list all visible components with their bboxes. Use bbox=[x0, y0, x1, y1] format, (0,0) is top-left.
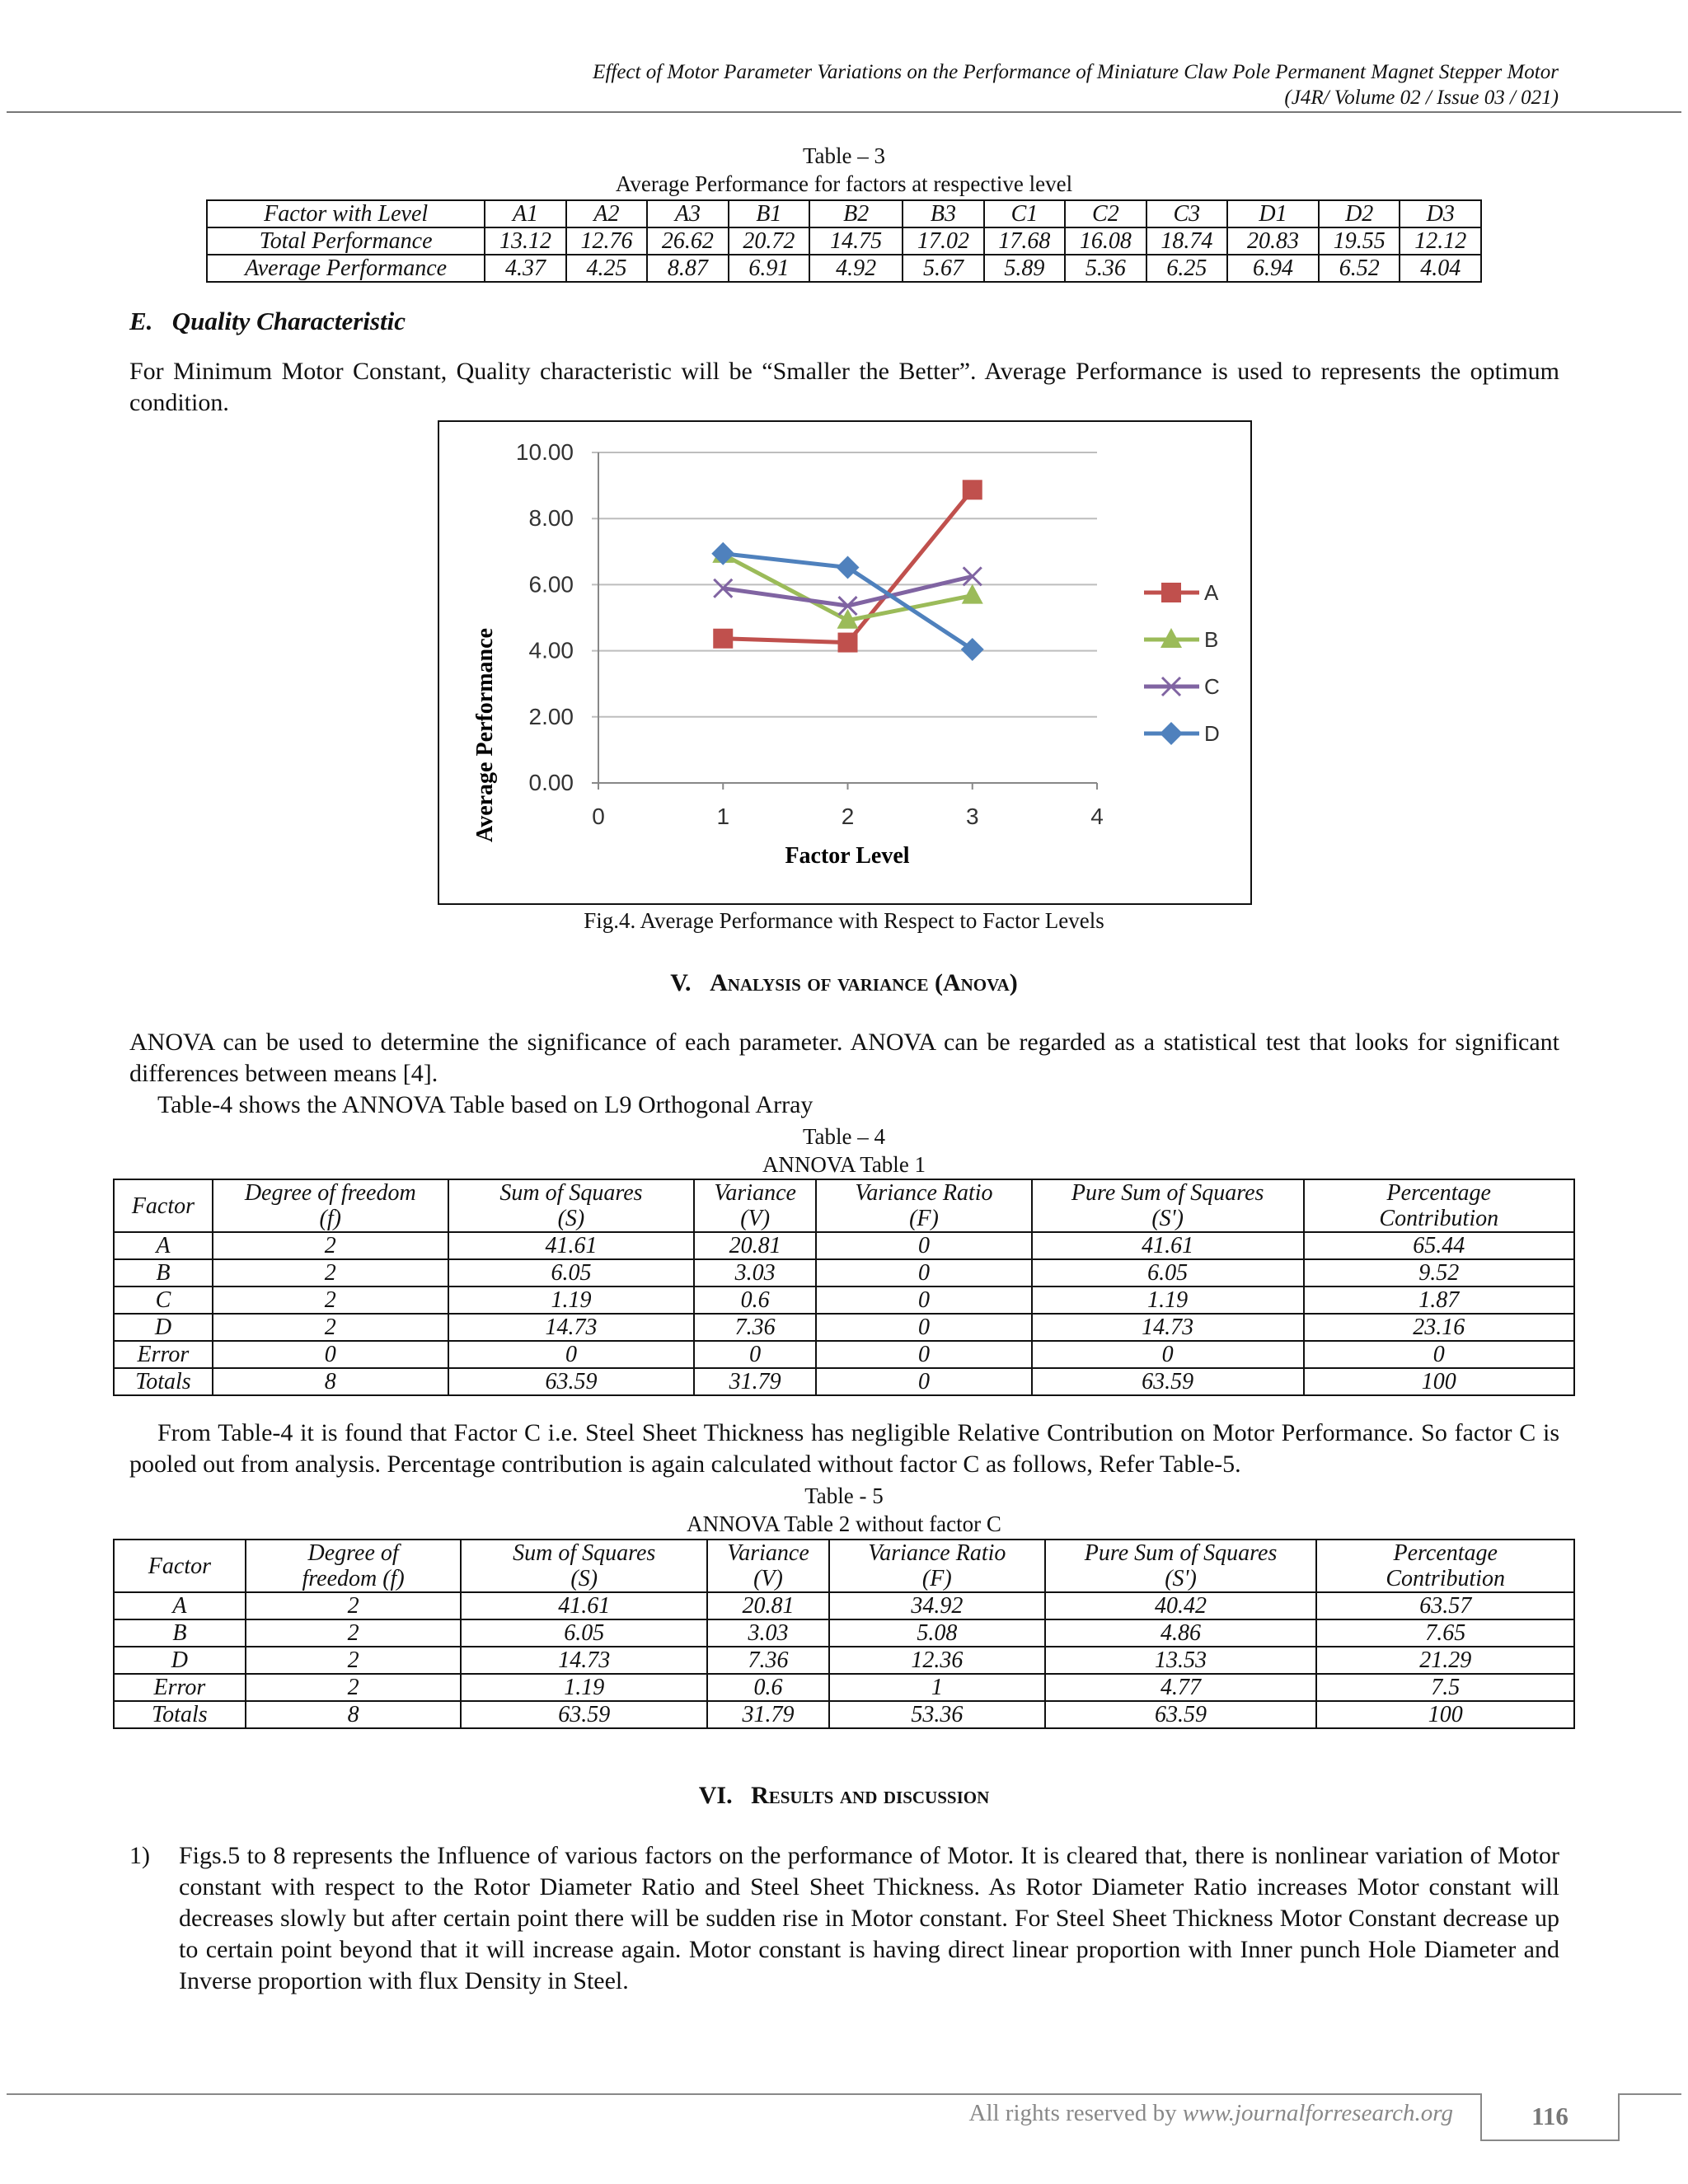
table-cell: D bbox=[114, 1647, 246, 1674]
table-cell: 17.68 bbox=[984, 227, 1065, 255]
table-cell: 41.61 bbox=[448, 1232, 695, 1259]
table-header-cell bbox=[829, 1540, 1045, 1592]
table-cell: 6.05 bbox=[1032, 1259, 1304, 1286]
table-cell: 17.02 bbox=[903, 227, 983, 255]
table-row bbox=[114, 1647, 1574, 1674]
x-axis-label: Factor Level bbox=[785, 843, 910, 869]
table-cell: D bbox=[114, 1314, 213, 1341]
header-line: (S) bbox=[557, 1206, 585, 1231]
legend-label: A bbox=[1204, 580, 1219, 605]
table-cell: A3 bbox=[647, 200, 728, 227]
table-row bbox=[207, 200, 1481, 227]
table-cell: 4.92 bbox=[809, 255, 903, 282]
table-header-cell bbox=[707, 1540, 829, 1592]
table-cell: B bbox=[114, 1259, 213, 1286]
x-tick-label: 0 bbox=[592, 804, 605, 829]
table-header-cell bbox=[461, 1540, 707, 1592]
header-line: (F) bbox=[921, 1566, 952, 1591]
table-cell: 63.57 bbox=[1316, 1592, 1574, 1619]
header-line: Degree of freedom bbox=[244, 1180, 416, 1206]
table-cell: 4.37 bbox=[485, 255, 565, 282]
table-cell: Error bbox=[114, 1341, 213, 1368]
header-line: Percentage bbox=[1386, 1180, 1491, 1206]
header-line: freedom (f) bbox=[302, 1566, 405, 1591]
running-header bbox=[593, 59, 1559, 110]
table-header-cell bbox=[114, 1179, 213, 1232]
header-line: Factor bbox=[148, 1553, 211, 1579]
x-tick-label: 3 bbox=[965, 804, 979, 829]
table-cell: 20.72 bbox=[729, 227, 809, 255]
table-cell: 12.12 bbox=[1400, 227, 1481, 255]
table-cell: 0 bbox=[816, 1368, 1032, 1395]
table-cell: 0 bbox=[1304, 1341, 1574, 1368]
table-cell: 5.36 bbox=[1065, 255, 1146, 282]
table-cell: D2 bbox=[1319, 200, 1400, 227]
table-cell: 63.59 bbox=[1045, 1701, 1317, 1728]
legend-entry bbox=[1144, 580, 1219, 605]
data-point bbox=[962, 584, 983, 604]
legend-entry bbox=[1144, 674, 1220, 699]
table-cell: 6.91 bbox=[729, 255, 809, 282]
table4 bbox=[113, 1179, 1575, 1396]
header-line: (S') bbox=[1165, 1566, 1197, 1591]
table-cell: 0 bbox=[816, 1259, 1032, 1286]
section-v-number: V. bbox=[670, 969, 692, 996]
table-header-row bbox=[114, 1540, 1574, 1592]
table-cell: 23.16 bbox=[1304, 1314, 1574, 1341]
table-cell: C1 bbox=[984, 200, 1065, 227]
table-cell: A bbox=[114, 1232, 213, 1259]
table3 bbox=[206, 199, 1482, 283]
table-cell: 18.74 bbox=[1146, 227, 1227, 255]
table-cell: 8 bbox=[246, 1701, 462, 1728]
table-cell: 6.05 bbox=[448, 1259, 695, 1286]
table-cell: 2 bbox=[213, 1259, 448, 1286]
section-v-heading bbox=[0, 969, 1688, 997]
header-line: Sum of Squares bbox=[513, 1540, 656, 1566]
table-cell: A2 bbox=[566, 200, 647, 227]
table-header-row bbox=[114, 1179, 1574, 1232]
paragraph-after-table4 bbox=[129, 1418, 1559, 1480]
table-cell: A bbox=[114, 1592, 246, 1619]
table-cell: 13.12 bbox=[485, 227, 565, 255]
table-cell: 0 bbox=[448, 1341, 695, 1368]
table-header-cell bbox=[816, 1179, 1032, 1232]
table-cell: 14.73 bbox=[448, 1314, 695, 1341]
legend-entry bbox=[1144, 721, 1220, 746]
table5-caption-number: Table - 5 bbox=[804, 1483, 884, 1508]
section-e-label: E. bbox=[129, 307, 153, 335]
table-cell: 63.59 bbox=[448, 1368, 695, 1395]
legend-entry bbox=[1144, 627, 1218, 652]
table-cell: 1.19 bbox=[448, 1286, 695, 1314]
footer-divider bbox=[7, 2093, 1480, 2095]
table-cell: 7.65 bbox=[1316, 1619, 1574, 1647]
table-cell: 0 bbox=[1032, 1341, 1304, 1368]
section-e-heading bbox=[129, 307, 406, 336]
table-cell: 1.19 bbox=[461, 1674, 707, 1701]
table-cell: 7.5 bbox=[1316, 1674, 1574, 1701]
header-line: Sum of Squares bbox=[499, 1180, 643, 1206]
table-cell: D1 bbox=[1227, 200, 1319, 227]
table-cell: 2 bbox=[246, 1592, 462, 1619]
table-cell: 2 bbox=[246, 1674, 462, 1701]
paragraph-after-table4-text: From Table-4 it is found that Factor C i.e. Steel Sheet Thickness has negligible Relative Contribution on Motor Performance. So factor C is pooled out from analysis. Percentage contribution is again calculated without factor C as follows, Refer Table-5. bbox=[129, 1419, 1559, 1478]
data-point bbox=[961, 638, 984, 661]
table-row bbox=[207, 227, 1481, 255]
table-cell: 5.67 bbox=[903, 255, 983, 282]
section-e-title: Quality Characteristic bbox=[171, 307, 406, 335]
page-number: 116 bbox=[1480, 2093, 1620, 2141]
table-cell: Totals bbox=[114, 1368, 213, 1395]
table4-caption-title: ANNOVA Table 1 bbox=[762, 1152, 926, 1177]
x-tick-label: 2 bbox=[841, 804, 855, 829]
table-cell: 4.25 bbox=[566, 255, 647, 282]
data-point bbox=[837, 556, 860, 579]
table-cell: 0 bbox=[816, 1314, 1032, 1341]
section-e-paragraph: For Minimum Motor Constant, Quality characteristic will be “Smaller the Better”. Average Performance is used to represents the optimum condition. bbox=[129, 358, 1559, 416]
table-header-cell bbox=[1045, 1540, 1317, 1592]
figure-4-chart bbox=[438, 420, 1252, 905]
table-cell: 12.76 bbox=[566, 227, 647, 255]
table5-caption-title: ANNOVA Table 2 without factor C bbox=[687, 1511, 1001, 1536]
table-cell: B2 bbox=[809, 200, 903, 227]
table-header-cell bbox=[1304, 1179, 1574, 1232]
table-cell: 6.94 bbox=[1227, 255, 1319, 282]
table-cell: 6.05 bbox=[461, 1619, 707, 1647]
table5 bbox=[113, 1539, 1575, 1729]
table-cell: 0 bbox=[816, 1341, 1032, 1368]
table-cell: Total Performance bbox=[207, 227, 485, 255]
y-axis-label: Average Performance bbox=[472, 628, 498, 842]
data-point bbox=[713, 629, 733, 649]
x-tick-label: 1 bbox=[716, 804, 730, 829]
table-cell: 8.87 bbox=[647, 255, 728, 282]
list-item-text: Figs.5 to 8 represents the Influence of various factors on the performance of Motor. It is cleared that, there is nonlinear variation of Motor constant with respect to the Rotor Diameter Ratio and Steel Sheet Thickness. As Rotor Diameter Ratio increases Motor constant will decreases slowly but after certain point there will be sudden rise in Motor constant. For Steel Sheet Thickness Motor Constant decrease up to certain point beyond that it will increase again. Motor constant is having direct linear proportion with Inner punch Hole Diameter and Inverse proportion with flux Density in Steel. bbox=[179, 1842, 1559, 1994]
table-row bbox=[114, 1259, 1574, 1286]
header-line: Percentage bbox=[1393, 1540, 1498, 1566]
table-cell: 3.03 bbox=[707, 1619, 829, 1647]
table-cell: A1 bbox=[485, 200, 565, 227]
footer-rights-text: All rights reserved by bbox=[968, 2100, 1177, 2126]
y-tick-label: 8.00 bbox=[528, 505, 574, 532]
data-point bbox=[838, 633, 858, 653]
header-line: (F) bbox=[909, 1206, 939, 1231]
table-cell: 14.73 bbox=[461, 1647, 707, 1674]
table-row bbox=[114, 1592, 1574, 1619]
x-tick-label: 4 bbox=[1090, 804, 1104, 829]
table3-caption-title: Average Performance for factors at respective level bbox=[615, 171, 1073, 196]
table-cell: 100 bbox=[1316, 1701, 1574, 1728]
table-cell: 31.79 bbox=[694, 1368, 816, 1395]
table-row bbox=[114, 1341, 1574, 1368]
list-item bbox=[129, 1840, 1559, 1997]
chart-svg bbox=[439, 422, 1250, 903]
section-v-paragraph: ANOVA can be used to determine the significance of each parameter. ANOVA can be regarded as a statistical test that looks for significant differences between means [4]. bbox=[129, 1029, 1559, 1087]
table-row bbox=[114, 1701, 1574, 1728]
header-line: Contribution bbox=[1386, 1566, 1506, 1591]
table-cell: 100 bbox=[1304, 1368, 1574, 1395]
table-cell: 12.36 bbox=[829, 1647, 1045, 1674]
table-cell: 19.55 bbox=[1319, 227, 1400, 255]
table-row bbox=[114, 1286, 1574, 1314]
table-cell: 0.6 bbox=[694, 1286, 816, 1314]
table-row bbox=[207, 255, 1481, 282]
table-header-cell bbox=[114, 1540, 246, 1592]
table-cell: 2 bbox=[213, 1314, 448, 1341]
y-tick-label: 6.00 bbox=[528, 571, 574, 598]
legend-marker bbox=[1160, 722, 1183, 745]
table-cell: Error bbox=[114, 1674, 246, 1701]
header-line: Variance bbox=[714, 1180, 796, 1206]
table-cell: 20.81 bbox=[694, 1232, 816, 1259]
section-vi-number: VI. bbox=[698, 1782, 733, 1809]
table-cell: 0 bbox=[213, 1341, 448, 1368]
table-cell: C2 bbox=[1065, 200, 1146, 227]
header-line: Factor bbox=[131, 1193, 195, 1219]
section-v-title: Analysis of variance (Anova) bbox=[710, 969, 1018, 996]
table-row bbox=[114, 1619, 1574, 1647]
table-cell: 20.83 bbox=[1227, 227, 1319, 255]
footer-site-link[interactable]: www.journalforresearch.org bbox=[1182, 2100, 1453, 2126]
header-line: (f) bbox=[319, 1206, 341, 1231]
table-cell: 1 bbox=[829, 1674, 1045, 1701]
table-cell: 2 bbox=[246, 1619, 462, 1647]
table-cell: 2 bbox=[213, 1286, 448, 1314]
table-cell: C bbox=[114, 1286, 213, 1314]
table-header-cell bbox=[448, 1179, 695, 1232]
section-vi-title: Results and discussion bbox=[751, 1782, 990, 1809]
header-line: Variance Ratio bbox=[868, 1540, 1006, 1566]
header-line: Degree of bbox=[307, 1540, 399, 1566]
table-cell: 13.53 bbox=[1045, 1647, 1317, 1674]
header-line: (V) bbox=[753, 1566, 783, 1591]
header-line: (V) bbox=[740, 1206, 771, 1231]
table-cell: 9.52 bbox=[1304, 1259, 1574, 1286]
table-cell: 6.52 bbox=[1319, 255, 1400, 282]
table-cell: 31.79 bbox=[707, 1701, 829, 1728]
table-cell: 26.62 bbox=[647, 227, 728, 255]
table-cell: 20.81 bbox=[707, 1592, 829, 1619]
table-cell: 21.29 bbox=[1316, 1647, 1574, 1674]
table-header-cell bbox=[246, 1540, 462, 1592]
table-cell: 4.04 bbox=[1400, 255, 1481, 282]
table-cell: 16.08 bbox=[1065, 227, 1146, 255]
legend-label: D bbox=[1204, 721, 1220, 746]
table-cell: B bbox=[114, 1619, 246, 1647]
header-line: (S') bbox=[1151, 1206, 1184, 1231]
header-line: Pure Sum of Squares bbox=[1071, 1180, 1264, 1206]
table4-caption-number: Table – 4 bbox=[802, 1124, 886, 1149]
table-cell: 0 bbox=[694, 1341, 816, 1368]
legend-marker bbox=[1161, 583, 1181, 602]
table-cell: 53.36 bbox=[829, 1701, 1045, 1728]
legend-label: B bbox=[1204, 627, 1219, 652]
table-row bbox=[114, 1232, 1574, 1259]
table-cell: 0 bbox=[816, 1232, 1032, 1259]
table-cell: 7.36 bbox=[707, 1647, 829, 1674]
table-cell: 1.19 bbox=[1032, 1286, 1304, 1314]
header-line: Variance Ratio bbox=[855, 1180, 993, 1206]
table-header-cell bbox=[694, 1179, 816, 1232]
header-divider bbox=[7, 111, 1681, 113]
table-cell: 8 bbox=[213, 1368, 448, 1395]
table-cell: 2 bbox=[246, 1647, 462, 1674]
table-cell: B3 bbox=[903, 200, 983, 227]
header-title: Effect of Motor Parameter Variations on the Performance of Miniature Claw Pole Permanent Magnet Stepper Motor bbox=[593, 61, 1559, 83]
table-cell: 4.77 bbox=[1045, 1674, 1317, 1701]
section-v-paragraph-2 bbox=[129, 1090, 1559, 1121]
header-issue: (J4R/ Volume 02 / Issue 03 / 021) bbox=[1284, 87, 1559, 109]
table-cell: 14.73 bbox=[1032, 1314, 1304, 1341]
table-row bbox=[114, 1674, 1574, 1701]
list-item-number: 1) bbox=[129, 1842, 150, 1869]
table-cell: 63.59 bbox=[461, 1701, 707, 1728]
table-cell: 2 bbox=[213, 1232, 448, 1259]
table-cell: C3 bbox=[1146, 200, 1227, 227]
table-cell: Average Performance bbox=[207, 255, 485, 282]
table-cell: B1 bbox=[729, 200, 809, 227]
legend-label: C bbox=[1204, 674, 1220, 699]
table-row bbox=[114, 1368, 1574, 1395]
table-cell: 0.6 bbox=[707, 1674, 829, 1701]
table-header-cell bbox=[1032, 1179, 1304, 1232]
figure-4-caption: Fig.4. Average Performance with Respect to Factor Levels bbox=[584, 908, 1104, 933]
section-v-paragraph-2-text: Table-4 shows the ANNOVA Table based on L9 Orthogonal Array bbox=[157, 1091, 814, 1118]
table-cell: 41.61 bbox=[461, 1592, 707, 1619]
table-cell: 1.87 bbox=[1304, 1286, 1574, 1314]
header-line: Variance bbox=[727, 1540, 809, 1566]
table-row bbox=[114, 1314, 1574, 1341]
table-cell: 34.92 bbox=[829, 1592, 1045, 1619]
table-header-cell bbox=[1316, 1540, 1574, 1592]
table-cell: 41.61 bbox=[1032, 1232, 1304, 1259]
data-point bbox=[963, 480, 982, 499]
table-cell: 14.75 bbox=[809, 227, 903, 255]
table-cell: 7.36 bbox=[694, 1314, 816, 1341]
table-cell: Factor with Level bbox=[207, 200, 485, 227]
table-cell: 65.44 bbox=[1304, 1232, 1574, 1259]
footer-rights bbox=[824, 2100, 1453, 2127]
y-tick-label: 10.00 bbox=[515, 439, 574, 465]
header-line: Pure Sum of Squares bbox=[1084, 1540, 1278, 1566]
header-line: Contribution bbox=[1379, 1206, 1499, 1231]
table-cell: 5.08 bbox=[829, 1619, 1045, 1647]
section-vi-heading bbox=[0, 1782, 1688, 1810]
table-cell: 3.03 bbox=[694, 1259, 816, 1286]
table-cell: 6.25 bbox=[1146, 255, 1227, 282]
table3-caption-number: Table – 3 bbox=[802, 143, 886, 168]
table-cell: 63.59 bbox=[1032, 1368, 1304, 1395]
table-cell: 5.89 bbox=[984, 255, 1065, 282]
table-cell: 40.42 bbox=[1045, 1592, 1317, 1619]
table-cell: D3 bbox=[1400, 200, 1481, 227]
table-cell: 0 bbox=[816, 1286, 1032, 1314]
table-cell: Totals bbox=[114, 1701, 246, 1728]
y-tick-label: 2.00 bbox=[528, 703, 574, 729]
header-line: (S) bbox=[570, 1566, 598, 1591]
y-tick-label: 0.00 bbox=[528, 770, 574, 795]
table-cell: 4.86 bbox=[1045, 1619, 1317, 1647]
y-tick-label: 4.00 bbox=[528, 637, 574, 663]
table-header-cell bbox=[213, 1179, 448, 1232]
footer-divider-right bbox=[1618, 2093, 1681, 2095]
